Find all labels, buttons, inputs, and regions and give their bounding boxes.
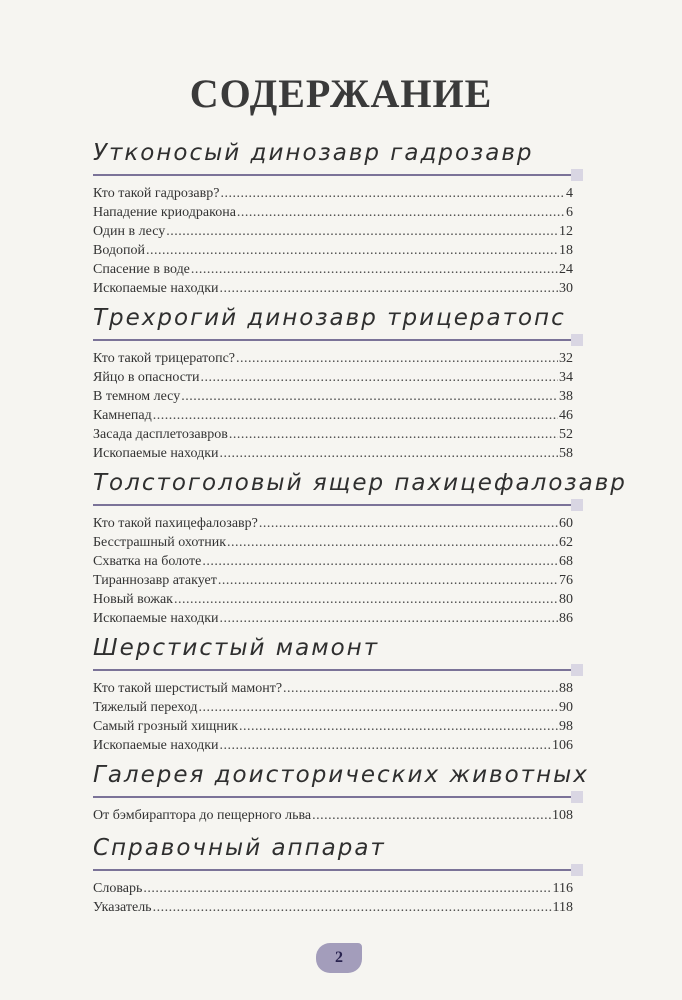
toc-entry[interactable] [93,571,573,590]
dot-leader [239,717,558,736]
toc-entry-title: Новый вожак [93,592,173,607]
toc-entry-page: 90 [559,700,573,715]
toc-entry[interactable] [93,241,573,260]
toc-entry-page: 76 [559,573,573,588]
toc-entry-title: Самый грозный хищник [93,719,239,734]
toc-entry-title: От бэмбираптора до пещерного льва [93,808,312,823]
toc-entry[interactable] [93,533,573,552]
toc-entry[interactable] [93,406,573,425]
toc-entry[interactable] [93,368,573,387]
toc-section [93,633,573,755]
toc-entry-title: Яйцо в опасности [93,370,200,385]
toc-entry-page: 12 [559,224,573,239]
toc-entry-page: 58 [559,446,573,461]
toc-entry-title: Тяжелый переход [93,700,198,715]
toc-entry-title: Кто такой шерстистый мамонт? [93,681,283,696]
toc-entry[interactable] [93,514,573,533]
toc-entry-title: Засада дасплетозавров [93,427,228,442]
toc-entry[interactable] [93,590,573,609]
dot-leader [153,898,552,917]
toc-entry-title: Кто такой гадрозавр? [93,186,220,201]
toc-entry[interactable] [93,349,573,368]
toc-entry-page: 108 [552,808,573,823]
toc-entry[interactable] [93,279,573,298]
dot-leader [218,571,558,590]
dot-leader [198,698,558,717]
toc-entry-page: 80 [559,592,573,607]
toc-entry-page: 30 [559,281,573,296]
toc-entry-page: 46 [559,408,573,423]
toc-entry-title: Бесстрашный охотник [93,535,227,550]
dot-leader [201,368,558,387]
section-heading: Шерстистый мамонт [93,635,380,661]
toc-entry[interactable] [93,222,573,241]
section-divider [93,339,573,341]
toc-section [93,760,589,825]
dot-leader [220,736,551,755]
toc-entry-title: Ископаемые находки [93,281,219,296]
dot-leader [174,590,558,609]
toc-entry-page: 62 [559,535,573,550]
toc-entry-page: 32 [559,351,573,366]
section-divider [93,504,573,506]
toc-entry-title: Один в лесу [93,224,166,239]
toc-entry-title: Указатель [93,900,152,915]
toc-entry-title: Ископаемые находки [93,611,219,626]
toc-entry[interactable] [93,698,573,717]
dot-leader [236,349,558,368]
page-title: СОДЕРЖАНИЕ [189,71,493,116]
toc-entry[interactable] [93,679,573,698]
toc-entry-page: 86 [559,611,573,626]
dot-leader [220,184,565,203]
toc-entry-title: В темном лесу [93,389,181,404]
toc-entry-title: Водопой [93,243,146,258]
dot-leader [143,879,551,898]
toc-section [93,833,573,917]
toc-entry-page: 88 [559,681,573,696]
toc-entry-title: Нападение криодракона [93,205,236,220]
toc-entry-page: 38 [559,389,573,404]
dot-leader [220,279,558,298]
toc-entry[interactable] [93,898,573,917]
toc-entry-title: Ископаемые находки [93,446,219,461]
toc-entry[interactable] [93,387,573,406]
section-heading: Справочный аппарат [93,835,386,861]
toc-entry-page: 68 [559,554,573,569]
dot-leader [181,387,558,406]
toc-entry-page: 6 [566,205,573,220]
dot-leader [237,203,565,222]
section-divider [93,174,573,176]
dot-leader [202,552,558,571]
toc-entry[interactable] [93,260,573,279]
section-heading: Трехрогий динозавр трицератопс [93,305,566,331]
toc-entry-page: 106 [552,738,573,753]
section-heading: Галерея доисторических животных [93,762,589,788]
section-divider [93,869,573,871]
toc-entry-page: 18 [559,243,573,258]
toc-entry-title: Камнепад [93,408,152,423]
toc-entry-title: Схватка на болоте [93,554,202,569]
toc-entry-title: Кто такой пахицефалозавр? [93,516,258,531]
toc-entry[interactable] [93,879,573,898]
dot-leader [312,806,551,825]
toc-section [93,138,573,298]
toc-entry-title: Словарь [93,881,143,896]
dot-leader [229,425,558,444]
section-divider [93,669,573,671]
toc-section [93,303,573,463]
toc-entry[interactable] [93,425,573,444]
toc-entry[interactable] [93,184,573,203]
toc-entry-page: 4 [566,186,573,201]
dot-leader [220,444,558,463]
toc-entry-title: Ископаемые находки [93,738,219,753]
toc-entry-page: 98 [559,719,573,734]
dot-leader [259,514,558,533]
toc-entry[interactable] [93,806,573,825]
toc-entry-title: Тираннозавр атакует [93,573,217,588]
toc-entry-page: 118 [552,900,573,915]
toc-entry[interactable] [93,736,573,755]
toc-entry-title: Кто такой трицератопс? [93,351,236,366]
toc-entry-title: Спасение в воде [93,262,190,277]
toc-entry-page: 116 [552,881,573,896]
toc-section [93,468,627,628]
toc-entry[interactable] [93,609,573,628]
dot-leader [227,533,558,552]
toc-entry-page: 24 [559,262,573,277]
section-heading: Толстоголовый ящер пахицефалозавр [93,470,627,496]
dot-leader [166,222,558,241]
toc-entry-page: 60 [559,516,573,531]
toc-entry[interactable] [93,717,573,736]
toc-entry[interactable] [93,203,573,222]
toc-entry[interactable] [93,444,573,463]
toc-entry[interactable] [93,552,573,571]
dot-leader [153,406,558,425]
dot-leader [191,260,558,279]
dot-leader [220,609,558,628]
dot-leader [283,679,558,698]
dot-leader [146,241,558,260]
section-divider [93,796,573,798]
page-number-badge: 2 [316,943,362,973]
toc-entry-page: 34 [559,370,573,385]
section-heading: Утконосый динозавр гадрозавр [93,140,534,166]
toc-entry-page: 52 [559,427,573,442]
